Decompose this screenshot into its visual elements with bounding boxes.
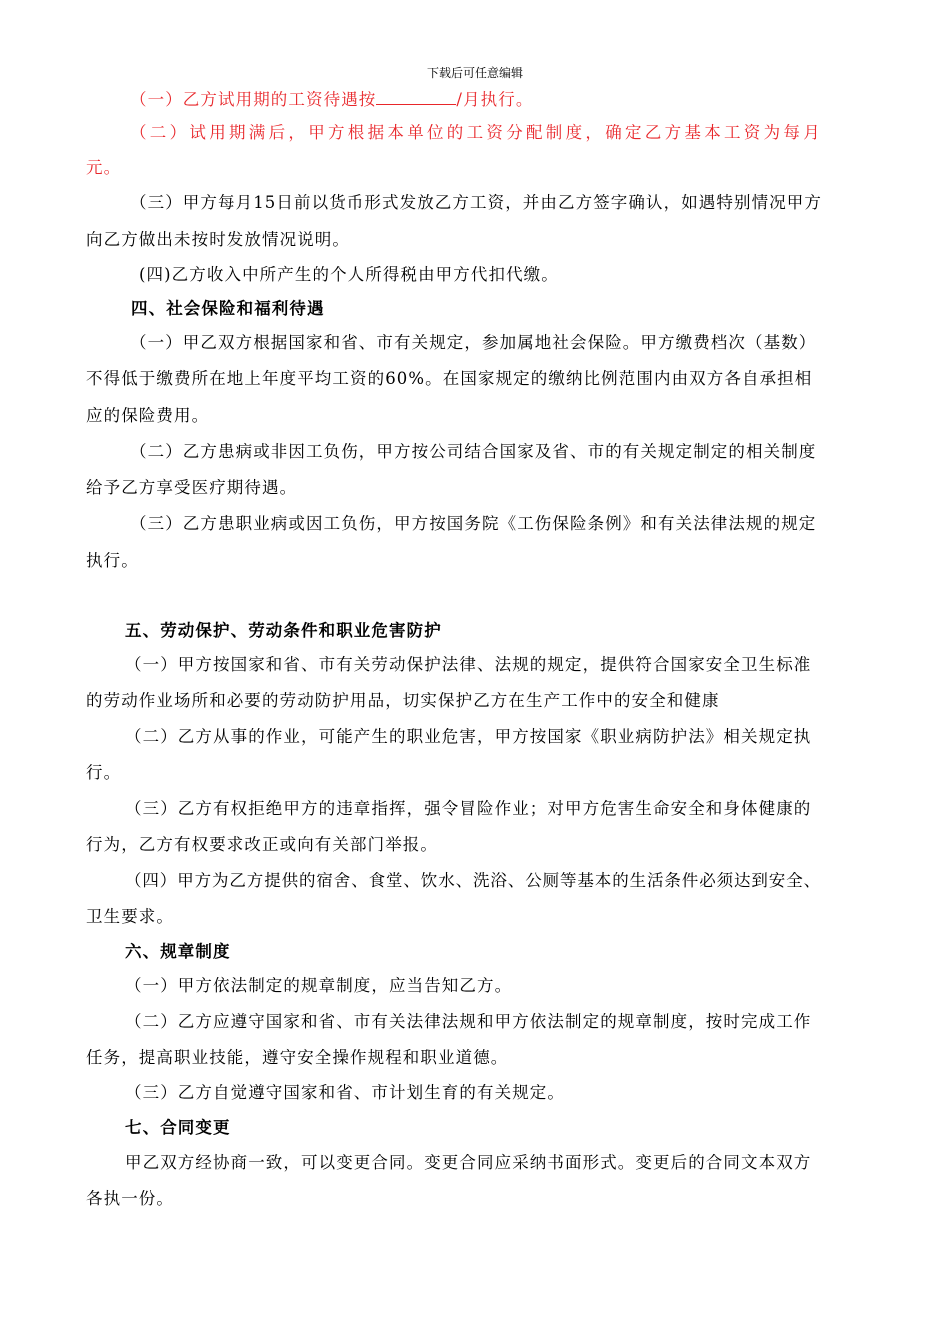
section-5-clause-2-line-2: 行。 bbox=[86, 763, 122, 782]
section-5-clause-3-line-1: （三）乙方有权拒绝甲方的违章指挥，强令冒险作业；对甲方危害生命安全和身体健康的 bbox=[125, 799, 812, 818]
section-6-heading: 六、规章制度 bbox=[125, 942, 231, 961]
salary-clause-2-line-2: 元。 bbox=[86, 158, 122, 177]
section-4-clause-1-line-1: （一）甲乙双方根据国家和省、市有关规定，参加属地社会保险。甲方缴费档次（基数） bbox=[130, 333, 817, 352]
section-4-heading: 四、社会保险和福利待遇 bbox=[131, 299, 325, 318]
section-5-clause-1-line-1: （一）甲方按国家和省、市有关劳动保护法律、法规的规定，提供符合国家安全卫生标准 bbox=[125, 655, 812, 674]
section-7-heading: 七、合同变更 bbox=[125, 1118, 231, 1137]
section-4-clause-2-line-1: （二）乙方患病或非因工负伤，甲方按公司结合国家及省、市的有关规定制定的相关制度 bbox=[130, 442, 817, 461]
section-6-clause-3: （三）乙方自觉遵守国家和省、市计划生育的有关规定。 bbox=[125, 1083, 565, 1102]
salary-blank bbox=[376, 86, 456, 105]
section-4-clause-1-line-2: 不得低于缴费所在地上年度平均工资的60%。在国家规定的缴纳比例范围内由双方各自承担相 bbox=[86, 369, 813, 388]
section-4-clause-3-line-2: 执行。 bbox=[86, 551, 139, 570]
section-5-heading: 五、劳动保护、劳动条件和职业危害防护 bbox=[125, 621, 442, 640]
section-7-clause-line-1: 甲乙双方经协商一致，可以变更合同。变更合同应采纳书面形式。变更后的合同文本双方 bbox=[125, 1153, 812, 1172]
section-6-clause-2-line-1: （二）乙方应遵守国家和省、市有关法律法规和甲方依法制定的规章制度，按时完成工作 bbox=[125, 1012, 812, 1031]
salary-clause-1-after: /月执行。 bbox=[456, 90, 534, 109]
section-5-clause-4-line-2: 卫生要求。 bbox=[86, 907, 174, 926]
section-6-clause-2-line-2: 任务，提高职业技能，遵守安全操作规程和职业道德。 bbox=[86, 1048, 509, 1067]
header-note: 下载后可任意编辑 bbox=[426, 66, 523, 80]
salary-clause-1-before: （一）乙方试用期的工资待遇按 bbox=[130, 90, 377, 109]
section-5-clause-2-line-1: （二）乙方从事的作业，可能产生的职业危害，甲方按国家《职业病防护法》相关规定执 bbox=[125, 727, 812, 746]
section-5-clause-3-line-2: 行为，乙方有权要求改正或向有关部门举报。 bbox=[86, 835, 438, 854]
salary-clause-3-line-2: 向乙方做出未按时发放情况说明。 bbox=[86, 230, 350, 249]
salary-clause-2-line-1: （二）试用期满后，甲方根据本单位的工资分配制度，确定乙方基本工资为每月 bbox=[130, 123, 823, 142]
section-4-clause-1-line-3: 应的保险费用。 bbox=[86, 406, 210, 425]
section-4-clause-3-line-1: （三）乙方患职业病或因工负伤，甲方按国务院《工伤保险条例》和有关法律法规的规定 bbox=[130, 514, 817, 533]
salary-clause-1 bbox=[130, 86, 533, 111]
section-7-clause-line-2: 各执一份。 bbox=[86, 1189, 174, 1208]
salary-clause-3-line-1: （三）甲方每月15日前以货币形式发放乙方工资，并由乙方签字确认，如遇特别情况甲方 bbox=[130, 193, 822, 212]
section-5-clause-1-line-2: 的劳动作业场所和必要的劳动防护用品，切实保护乙方在生产工作中的安全和健康 bbox=[86, 691, 720, 710]
salary-clause-4: (四)乙方收入中所产生的个人所得税由甲方代扣代缴。 bbox=[139, 265, 559, 284]
section-5-clause-4-line-1: （四）甲方为乙方提供的宿舍、食堂、饮水、洗浴、公厕等基本的生活条件必须达到安全、 bbox=[125, 871, 821, 890]
section-6-clause-1: （一）甲方依法制定的规章制度，应当告知乙方。 bbox=[125, 976, 513, 995]
section-4-clause-2-line-2: 给予乙方享受医疗期待遇。 bbox=[86, 478, 298, 497]
